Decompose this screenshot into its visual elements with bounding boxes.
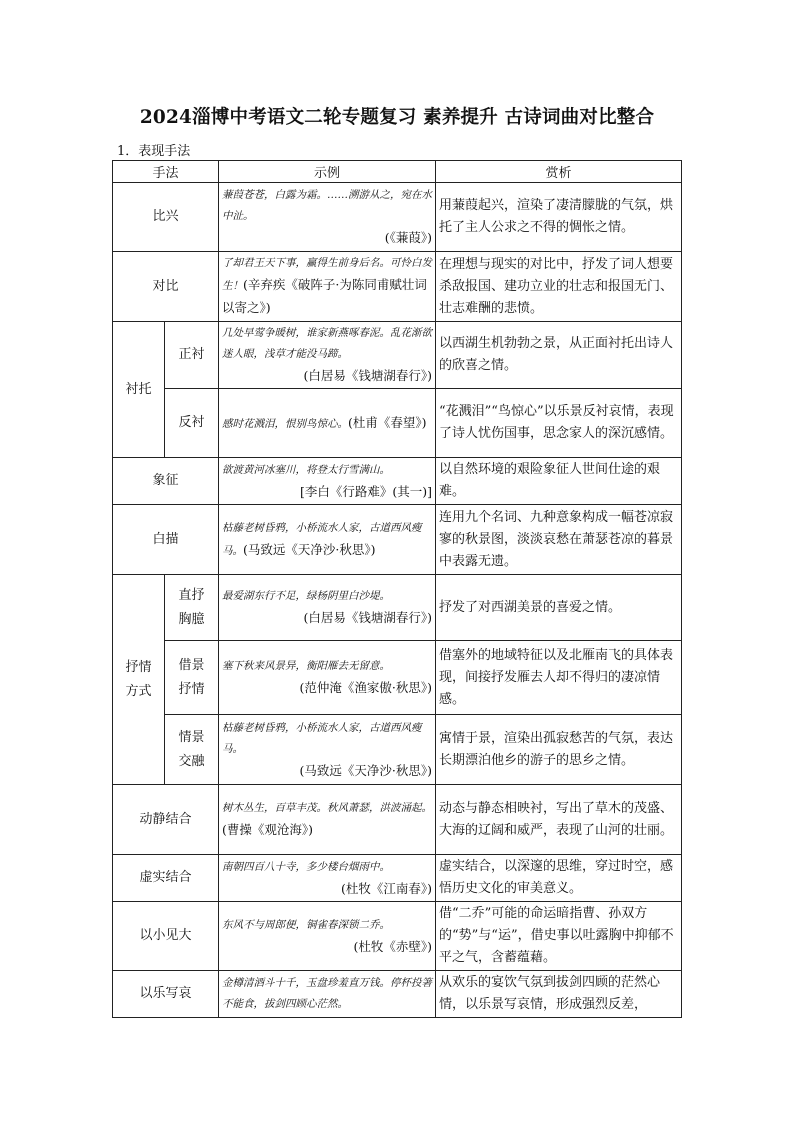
example-cell [219, 389, 436, 458]
table-row [113, 902, 682, 971]
table-row [113, 505, 682, 575]
analysis-cell: 从欢乐的宴饮气氛到拔剑四顾的茫然心情，以乐景写哀情，形成强烈反差， [436, 971, 682, 1018]
table-row [113, 855, 682, 902]
poem-citation: (辛弃疾《破阵子·为陈同甫赋壮词以寄之》) [222, 277, 427, 315]
poem-text: 东风不与周郎便，铜雀春深锁二乔。 [222, 918, 391, 931]
table-row [113, 183, 682, 252]
method-cell: 动静结合 [113, 785, 219, 855]
table-row [113, 389, 682, 458]
poem-text: 金樽清酒斗十千，玉盘珍羞直万钱。停杯投箸不能食，拔剑四顾心茫然。 [222, 977, 433, 1010]
table-row [113, 715, 682, 785]
method-cell: 正衬 [165, 322, 219, 389]
analysis-cell: 借“二乔”可能的命运暗指曹、孙双方的“势”与“运”，借史事以吐露胸中抑郁不平之气，含蓄蕴藉。 [436, 902, 682, 971]
page-title: 2024淄博中考语文二轮专题复习 素养提升 古诗词曲对比整合 [139, 107, 655, 128]
poem-text: 枯藤老树昏鸦，小桥流水人家，古道西风瘦马。 [222, 721, 422, 755]
poem-text: 几处早莺争暖树，谁家新燕啄春泥。乱花渐欲迷人眼，浅草才能没马蹄。 [222, 327, 433, 360]
method-label-line: 胸臆 [178, 611, 205, 627]
table-row [113, 971, 682, 1018]
example-cell [219, 183, 436, 252]
method-cell [165, 641, 219, 715]
poem-citation: (马致远《天净沙·秋思》) [243, 541, 376, 557]
poem-text: 塞下秋来风景异，衡阳雁去无留意。 [222, 660, 391, 672]
analysis-cell: “花溅泪”“鸟惊心”以乐景反衬哀情，表现了诗人忧伤国事，思念家人的深沉感情。 [436, 389, 682, 458]
method-label-line: 情景 [178, 729, 205, 745]
poem-text: 感时花溅泪，恨别鸟惊心。 [222, 417, 349, 430]
analysis-cell: 连用九个名词、九种意象构成一幅苍凉寂寥的秋景图，淡淡哀愁在萧瑟苍凉的暮景中表露无遗。 [436, 505, 682, 575]
example-cell [219, 902, 436, 971]
method-cell [165, 715, 219, 785]
method-label-line: 借景 [178, 657, 205, 673]
header-example: 示例 [219, 161, 436, 183]
analysis-cell: 虚实结合，以深邃的思维，穿过时空，感悟历史文化的审美意义。 [436, 855, 682, 902]
poem-citation: (杜牧《赤壁》) [353, 938, 433, 954]
analysis-cell: 抒发了对西湖美景的喜爱之情。 [436, 575, 682, 641]
group-cell [113, 575, 165, 785]
poem-citation: (白居易《钱塘湖春行》) [303, 610, 433, 625]
table-row [113, 458, 682, 505]
poem-citation: (白居易《钱塘湖春行》) [303, 368, 433, 383]
group-label-line: 方式 [125, 683, 152, 699]
method-label-line: 交融 [178, 753, 205, 769]
poem-citation: (《蒹葭》) [384, 230, 433, 245]
poem-citation: [李白《行路难》(其一)] [300, 483, 433, 499]
table-row [113, 322, 682, 389]
group-cell: 衬托 [113, 322, 165, 458]
method-label-line: 抒情 [178, 681, 205, 697]
method-cell: 以小见大 [113, 902, 219, 971]
poem-citation: (杜甫《春望》) [348, 414, 427, 430]
analysis-cell: 寓情于景，渲染出孤寂愁苦的气氛，表达长期漂泊他乡的游子的思乡之情。 [436, 715, 682, 785]
poem-citation: (范仲淹《渔家傲·秋思》) [299, 680, 433, 695]
example-cell [219, 785, 436, 855]
table-row [113, 641, 682, 715]
poem-citation: (曹操《观沧海》) [222, 821, 314, 837]
analysis-cell: 在理想与现实的对比中，抒发了词人想要杀敌报国、建功立业的壮志和报国无门、壮志难酬的悲愤。 [436, 252, 682, 322]
method-cell: 反衬 [165, 389, 219, 458]
example-cell [219, 641, 436, 715]
example-cell [219, 322, 436, 389]
section-heading: 1．表现手法 [117, 144, 191, 159]
method-cell: 白描 [113, 505, 219, 575]
method-cell: 比兴 [113, 183, 219, 252]
analysis-cell: 以自然环境的艰险象征人世间仕途的艰难。 [436, 458, 682, 505]
example-cell [219, 575, 436, 641]
group-label-line: 抒情 [125, 659, 152, 675]
analysis-cell: 以西湖生机勃勃之景，从正面衬托出诗人的欣喜之情。 [436, 322, 682, 389]
poem-text: 枯藤老树昏鸦，小桥流水人家，古道西风瘦马。 [222, 521, 422, 557]
header-method: 手法 [113, 161, 219, 183]
example-cell [219, 971, 436, 1018]
example-cell [219, 252, 436, 322]
example-cell [219, 855, 436, 902]
analysis-cell: 动态与静态相映衬，写出了草木的茂盛、大海的辽阔和威严，表现了山河的壮丽。 [436, 785, 682, 855]
poem-text: 树木丛生，百草丰茂。秋风萧瑟，洪波涌起。 [222, 801, 433, 814]
method-cell: 以乐写哀 [113, 971, 219, 1018]
method-label-line: 直抒 [178, 587, 205, 603]
poem-text: 南朝四百八十寺，多少楼台烟雨中。 [222, 860, 391, 873]
analysis-cell: 用蒹葭起兴，渲染了凄清朦胧的气氛，烘托了主人公求之不得的惆怅之情。 [436, 183, 682, 252]
example-cell [219, 715, 436, 785]
poem-text: 蒹葭苍苍，白露为霜。……溯游从之，宛在水中沚。 [222, 189, 433, 222]
table-header-row [113, 161, 682, 183]
example-cell [219, 505, 436, 575]
table-row [113, 575, 682, 641]
method-cell [165, 575, 219, 641]
method-cell: 对比 [113, 252, 219, 322]
analysis-cell: 借塞外的地域特征以及北雁南飞的具体表现，间接抒发雁去人却不得归的凄凉情感。 [436, 641, 682, 715]
table-row [113, 252, 682, 322]
poem-text: 欲渡黄河冰塞川，将登太行雪满山。 [222, 463, 391, 476]
method-cell: 虚实结合 [113, 855, 219, 902]
poem-text: 了却君王天下事，赢得生前身后名。可怜白发生！ [222, 257, 433, 292]
poem-citation: (杜牧《江南春》) [341, 880, 433, 896]
poem-citation: (马致远《天净沙·秋思》) [299, 762, 433, 778]
method-cell: 象征 [113, 458, 219, 505]
techniques-table [112, 160, 682, 1018]
table-row [113, 785, 682, 855]
header-analysis: 赏析 [436, 161, 682, 183]
example-cell [219, 458, 436, 505]
poem-text: 最爱湖东行不足，绿杨阴里白沙堤。 [222, 590, 391, 602]
